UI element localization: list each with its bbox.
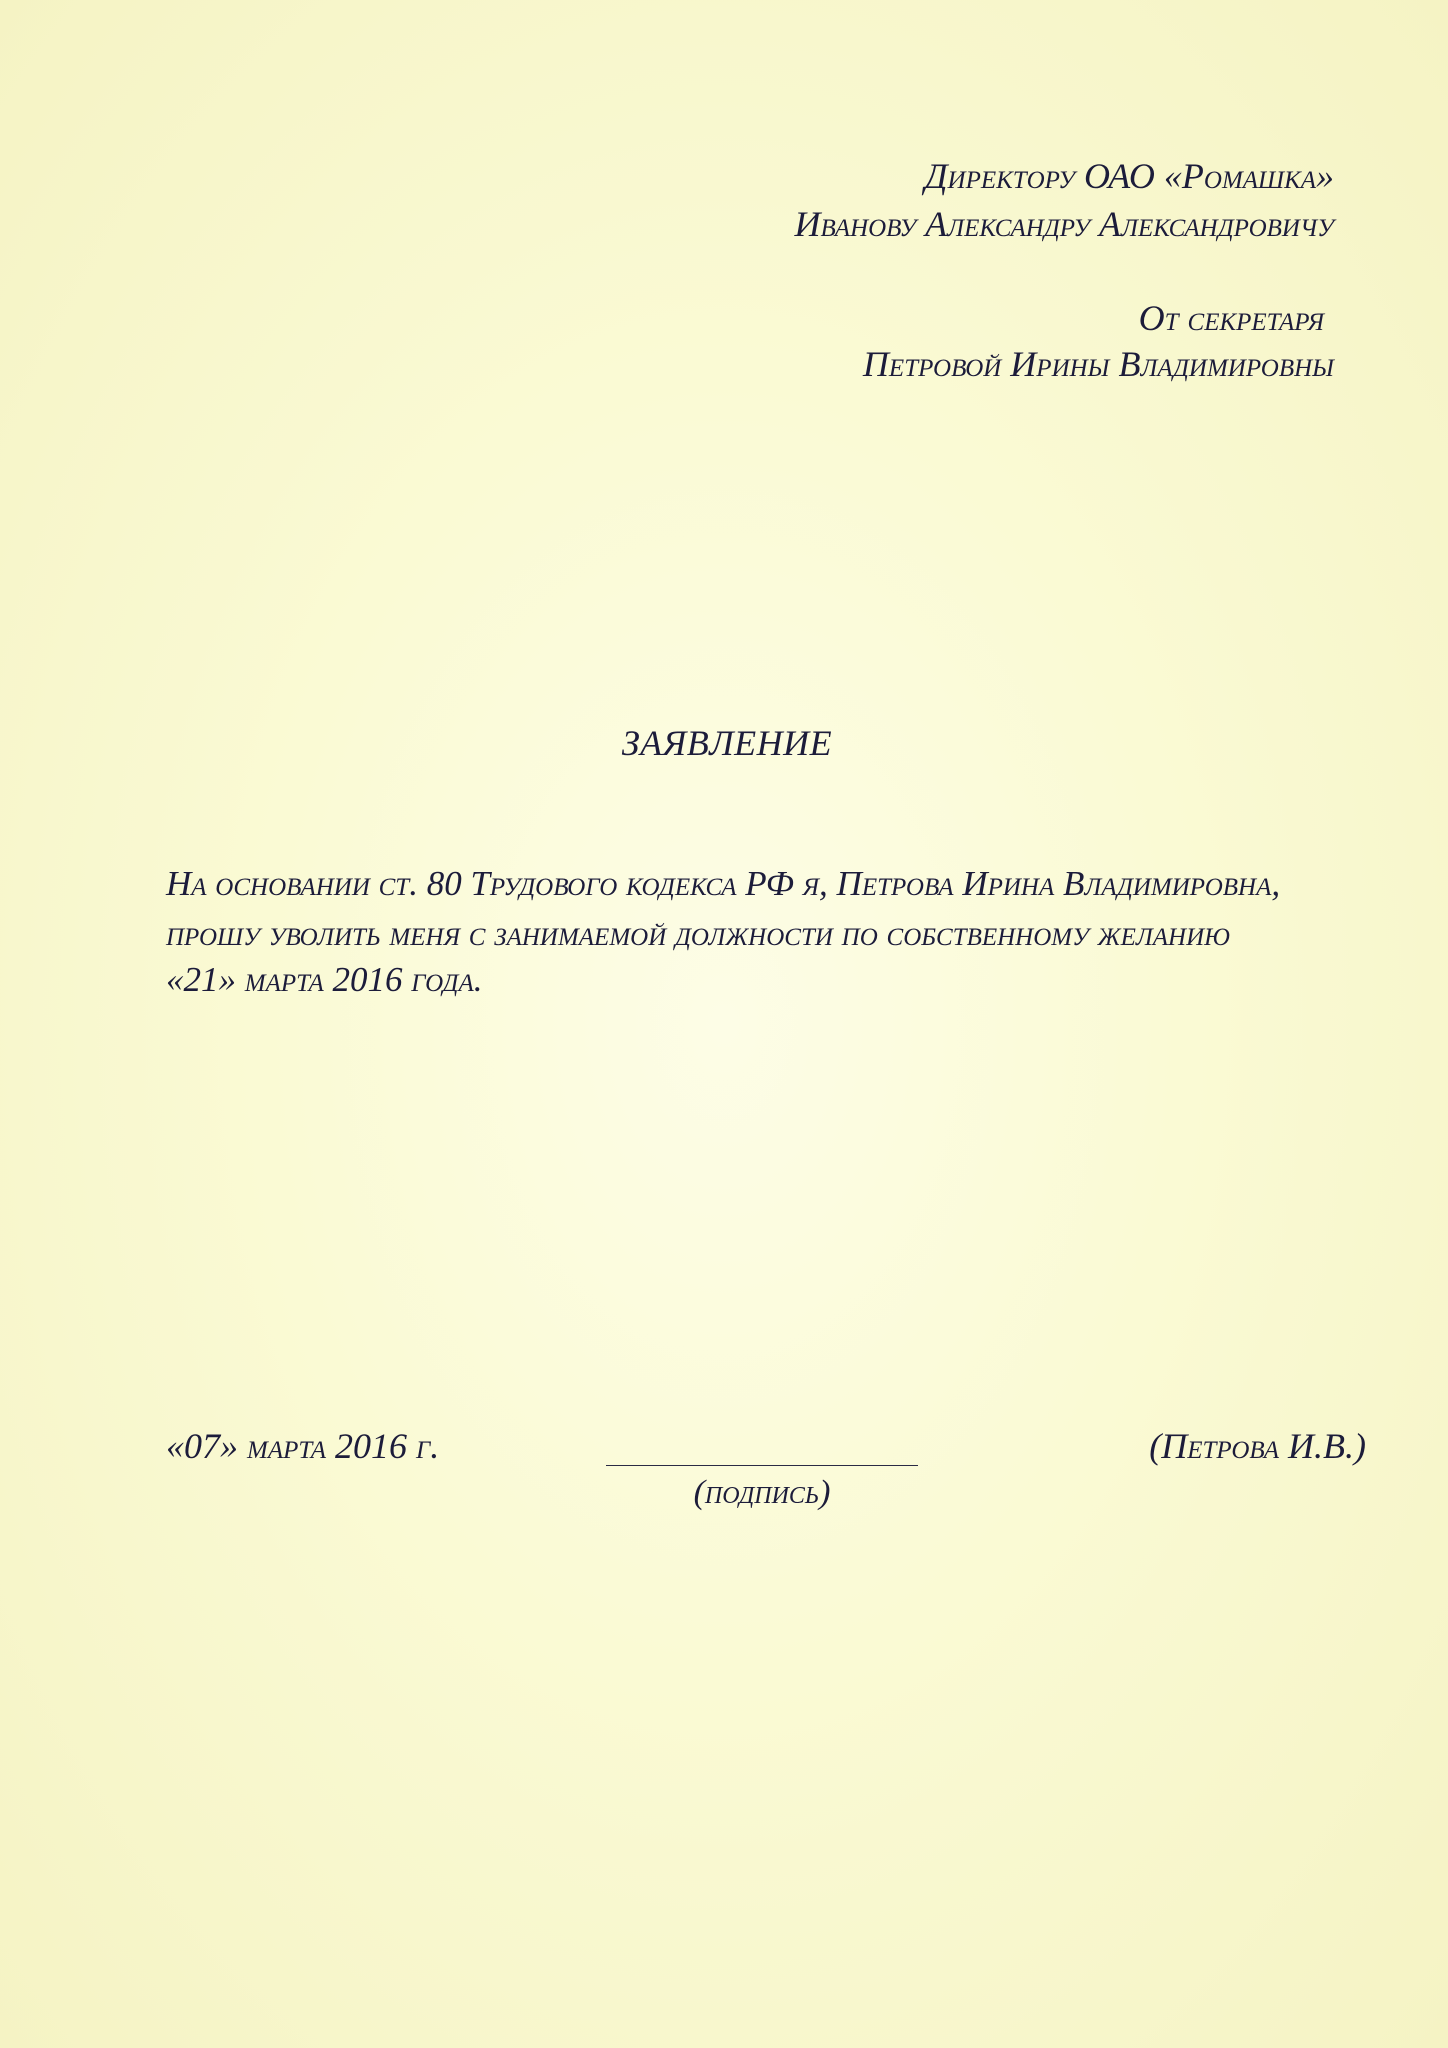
application-date: «07» марта 2016 г. <box>166 1426 440 1466</box>
applicant-name: (Петрова И.В.) <box>1149 1426 1366 1466</box>
sender-line-2: Петровой Ирины Владимировны <box>862 344 1334 384</box>
body-line-3: «21» марта 2016 года. <box>166 960 483 999</box>
signature-line <box>606 1465 918 1466</box>
body-line-2: прошу уволить меня с занимаемой должности по собственному желанию <box>166 914 1230 953</box>
sender-line-1: От секретаря <box>1138 298 1324 338</box>
addressee-line-1: Директору ОАО «Ромашка» <box>924 156 1334 196</box>
body-line-1: На основании ст. 80 Трудового кодекса РФ я, Петрова Ирина Владимировна, <box>166 864 1281 903</box>
document-title: ЗАЯВЛЕНИЕ <box>621 723 833 763</box>
signature-label: (подпись) <box>693 1474 831 1511</box>
addressee-line-2: Иванову Александру Александровичу <box>794 204 1334 244</box>
